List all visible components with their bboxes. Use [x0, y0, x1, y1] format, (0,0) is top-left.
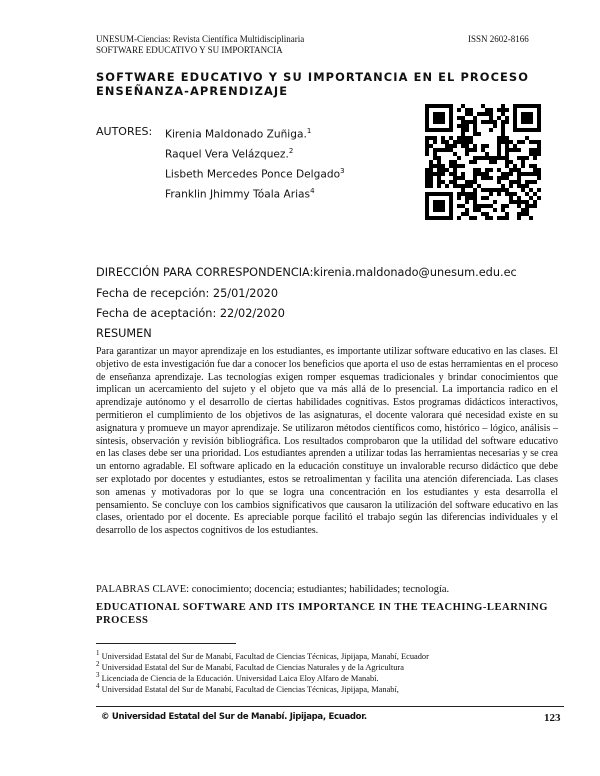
author-3: [165, 162, 345, 184]
paper-title-line2: ENSEÑANZA-APRENDIZAJE: [96, 84, 289, 98]
qr-code-icon: [425, 104, 541, 220]
author-3-sup: 3: [340, 167, 345, 175]
journal-name: UNESUM-Ciencias: Revista Científica Multidisciplinaria: [96, 34, 305, 44]
footnote-2-num: 2: [96, 660, 100, 668]
author-1-sup: 1: [306, 127, 312, 135]
english-title: EDUCATIONAL SOFTWARE AND ITS IMPORTANCE IN THE TEACHING-LEARNING PROCESS: [96, 602, 549, 626]
issn: ISSN 2602-8166: [468, 34, 529, 44]
accepted-date: Fecha de aceptación: 22/02/2020: [96, 307, 285, 320]
author-2: [165, 142, 293, 164]
author-4-sup: 4: [310, 187, 315, 195]
paper-title-line1: SOFTWARE EDUCATIVO Y SU IMPORTANCIA EN EL PROCESO: [96, 70, 529, 84]
footnote-3-text: Licenciada de Ciencia de la Educación. Universidad Laica Eloy Alfaro de Manabí.: [101, 673, 379, 683]
authors-label: AUTORES:: [96, 125, 153, 138]
footnote-2-text: Universidad Estatal del Sur de Manabí, Facultad de Ciencias Naturales y de la Agricultura: [101, 662, 404, 672]
author-3-name: Lisbeth Mercedes Ponce Delgado: [165, 168, 341, 181]
author-1-name: Kirenia Maldonado Zuñiga.: [165, 128, 307, 141]
footnote-4-text: Universidad Estatal del Sur de Manabí, Facultad de Ciencias Técnicas, Jipijapa, Manabí,: [101, 684, 399, 694]
footnote-4-num: 4: [96, 682, 100, 690]
footer-copyright: © Universidad Estatal del Sur de Manabí. Jipijapa, Ecuador.: [101, 712, 367, 722]
keywords: PALABRAS CLAVE: conocimiento; docencia; estudiantes; habilidades; tecnología.: [96, 584, 450, 595]
author-4-name: Franklin Jhimmy Tóala Arias: [165, 188, 311, 201]
author-4: [165, 182, 315, 204]
footer-rule: [96, 706, 564, 707]
footnote-3-num: 3: [96, 671, 100, 679]
running-title: SOFTWARE EDUCATIVO Y SU IMPORTANCIA: [96, 45, 283, 55]
received-date: Fecha de recepción: 25/01/2020: [96, 287, 279, 300]
footnote-1-text: Universidad Estatal del Sur de Manabí, Facultad de Ciencias Técnicas, Jipijapa, Manabí, Ecuador: [101, 651, 429, 661]
footnote-4: [96, 681, 399, 695]
author-2-name: Raquel Vera Velázquez.: [165, 148, 289, 161]
author-2-sup: 2: [288, 147, 294, 155]
correspondence: DIRECCIÓN PARA CORRESPONDENCIA:kirenia.maldonado@unesum.edu.ec: [96, 266, 517, 279]
abstract-text: Para garantizar un mayor aprendizaje en los estudiantes, es importante utilizar software educativo en las clases. El objetivo de esta investigación fue dar a conocer los beneficios que aporta el uso de estas herramientas en el proceso de enseñanza aprendizaje. Las tecnologías exigen romper esquemas tradicionales y brindar conocimientos que implican un acercamiento del sujeto y el objeto que va más allá de lo presencial. La importancia radico en el aprendizaje autónomo y el desarrollo de ciertas habilidades cognitivas. Estos programas didácticos interactivos, permitieron el cumplimiento de los objetivos de las asignaturas, el docente valorara qué necesidad existe en su asignatura y promueve un mayor aprendizaje. Se utilizaron métodos científicos como, histórico – lógico, análisis – síntesis, observación y revisión bibliográfica. Los resultados comprobaron que la utilidad del software educativo en las clases debe ser una prioridad. Los estudiantes aprenden a utilizar todas las herramientas necesarias y se crea un entorno agradable. El software aplicado en la educación constituye un invalorable recurso didáctico que debe ser explotado por docentes y estudiantes, estos se retroalimentan y facilita una atención diferenciada. Las clases son amenas y motivadoras por lo que se logra una concentración en los estudiantes y esta desarrolla el pensamiento. Se concluye con los cambios significativos que causaron la utilización del software educativo en las clases, orientado por el docente. Es apreciable porque facilitó el trabajo según las diferencias individuales y el desarrollo de los aspectos cognitivos de los estudiantes.: [96, 346, 558, 537]
footnote-divider: [96, 643, 236, 644]
author-1: [165, 122, 311, 144]
page-number: 123: [544, 712, 561, 724]
abstract-heading: RESUMEN: [96, 327, 152, 340]
footnote-1-num: 1: [96, 649, 100, 657]
